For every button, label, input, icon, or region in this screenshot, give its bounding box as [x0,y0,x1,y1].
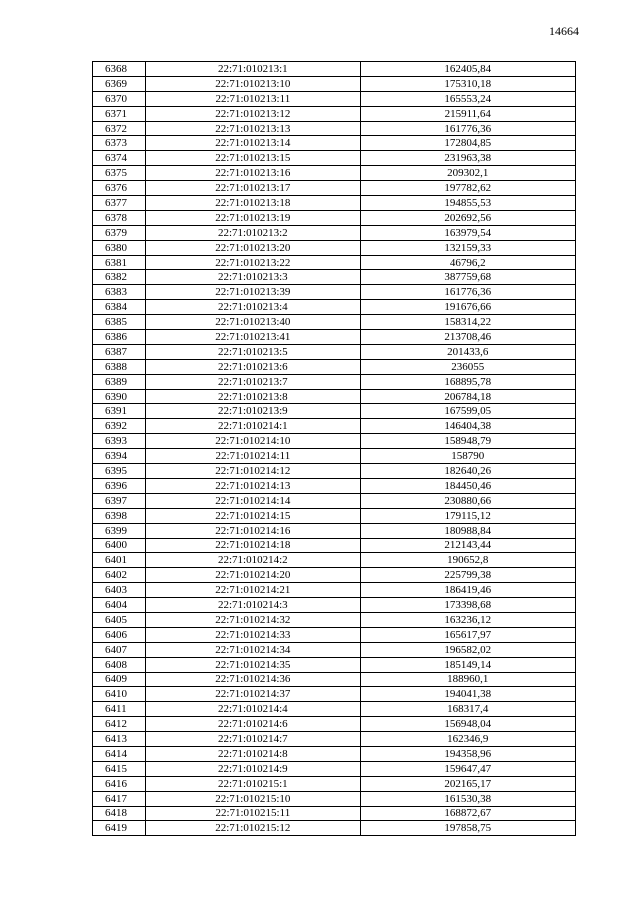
table-row [93,344,576,359]
row-number-cell: 6411 [93,702,146,717]
row-number-cell: 6370 [93,91,146,106]
row-number-cell: 6376 [93,181,146,196]
row-number-cell: 6377 [93,196,146,211]
cadastral-number-cell: 22:71:010214:13 [146,478,360,493]
row-number-cell: 6368 [93,62,146,77]
cadastral-number-cell: 22:71:010213:10 [146,76,360,91]
value-cell: 175310,18 [360,76,575,91]
value-cell: 191676,66 [360,300,575,315]
row-number-cell: 6379 [93,225,146,240]
table-row [93,389,576,404]
cadastral-number-cell: 22:71:010214:12 [146,464,360,479]
table-row [93,806,576,821]
table-row [93,62,576,77]
cadastral-number-cell: 22:71:010213:6 [146,359,360,374]
row-number-cell: 6407 [93,642,146,657]
value-cell: 162346,9 [360,732,575,747]
table-row [93,151,576,166]
table-row [93,523,576,538]
cadastral-number-cell: 22:71:010214:18 [146,538,360,553]
cadastral-number-cell: 22:71:010214:10 [146,434,360,449]
cadastral-number-cell: 22:71:010214:9 [146,761,360,776]
table-row [93,776,576,791]
cadastral-number-cell: 22:71:010213:14 [146,136,360,151]
value-cell: 172804,85 [360,136,575,151]
table-row [93,121,576,136]
cadastral-number-cell: 22:71:010214:33 [146,627,360,642]
cadastral-number-cell: 22:71:010213:8 [146,389,360,404]
table-row [93,672,576,687]
row-number-cell: 6417 [93,791,146,806]
table-row [93,181,576,196]
cadastral-number-cell: 22:71:010215:1 [146,776,360,791]
value-cell: 168895,78 [360,374,575,389]
value-cell: 188960,1 [360,672,575,687]
row-number-cell: 6386 [93,330,146,345]
row-number-cell: 6396 [93,478,146,493]
row-number-cell: 6403 [93,583,146,598]
cadastral-number-cell: 22:71:010213:41 [146,330,360,345]
table-row [93,553,576,568]
value-cell: 225799,38 [360,568,575,583]
row-number-cell: 6401 [93,553,146,568]
row-number-cell: 6382 [93,270,146,285]
cadastral-number-cell: 22:71:010214:35 [146,657,360,672]
row-number-cell: 6384 [93,300,146,315]
row-number-cell: 6387 [93,344,146,359]
row-number-cell: 6391 [93,404,146,419]
row-number-cell: 6389 [93,374,146,389]
value-cell: 213708,46 [360,330,575,345]
value-cell: 387759,68 [360,270,575,285]
value-cell: 202165,17 [360,776,575,791]
row-number-cell: 6378 [93,210,146,225]
table-row [93,359,576,374]
cadastral-number-cell: 22:71:010213:13 [146,121,360,136]
table-row [93,76,576,91]
table-body [93,62,576,836]
value-cell: 185149,14 [360,657,575,672]
cadastral-number-cell: 22:71:010215:11 [146,806,360,821]
row-number-cell: 6390 [93,389,146,404]
value-cell: 215911,64 [360,106,575,121]
row-number-cell: 6374 [93,151,146,166]
value-cell: 184450,46 [360,478,575,493]
cadastral-number-cell: 22:71:010214:6 [146,717,360,732]
value-cell: 156948,04 [360,717,575,732]
row-number-cell: 6398 [93,508,146,523]
cadastral-number-cell: 22:71:010213:9 [146,404,360,419]
table-row [93,419,576,434]
row-number-cell: 6369 [93,76,146,91]
row-number-cell: 6399 [93,523,146,538]
table-row [93,404,576,419]
cadastral-number-cell: 22:71:010213:11 [146,91,360,106]
value-cell: 197858,75 [360,821,575,836]
value-cell: 158948,79 [360,434,575,449]
cadastral-number-cell: 22:71:010214:37 [146,687,360,702]
table-row [93,791,576,806]
value-cell: 212143,44 [360,538,575,553]
table-row [93,687,576,702]
value-cell: 167599,05 [360,404,575,419]
cadastral-number-cell: 22:71:010213:18 [146,196,360,211]
value-cell: 168872,67 [360,806,575,821]
table-row [93,702,576,717]
cadastral-number-cell: 22:71:010213:20 [146,240,360,255]
cadastral-number-cell: 22:71:010215:10 [146,791,360,806]
row-number-cell: 6414 [93,746,146,761]
row-number-cell: 6402 [93,568,146,583]
table-row [93,583,576,598]
cadastral-number-cell: 22:71:010214:2 [146,553,360,568]
value-cell: 186419,46 [360,583,575,598]
value-cell: 163979,54 [360,225,575,240]
cadastral-number-cell: 22:71:010214:20 [146,568,360,583]
table-row [93,598,576,613]
value-cell: 158790 [360,449,575,464]
row-number-cell: 6415 [93,761,146,776]
table-row [93,166,576,181]
table-row [93,508,576,523]
table-row [93,225,576,240]
row-number-cell: 6395 [93,464,146,479]
table-row [93,240,576,255]
table-row [93,627,576,642]
table-row [93,821,576,836]
value-cell: 209302,1 [360,166,575,181]
table-row [93,642,576,657]
row-number-cell: 6385 [93,315,146,330]
cadastral-number-cell: 22:71:010213:19 [146,210,360,225]
row-number-cell: 6413 [93,732,146,747]
table-row [93,478,576,493]
row-number-cell: 6405 [93,612,146,627]
row-number-cell: 6410 [93,687,146,702]
row-number-cell: 6393 [93,434,146,449]
value-cell: 194855,53 [360,196,575,211]
cadastral-number-cell: 22:71:010213:1 [146,62,360,77]
value-cell: 202692,56 [360,210,575,225]
cadastral-number-cell: 22:71:010214:11 [146,449,360,464]
data-table [92,61,576,836]
value-cell: 197782,62 [360,181,575,196]
cadastral-number-cell: 22:71:010213:5 [146,344,360,359]
cadastral-number-cell: 22:71:010213:15 [146,151,360,166]
table-row [93,657,576,672]
value-cell: 194358,96 [360,746,575,761]
table-row [93,255,576,270]
row-number-cell: 6394 [93,449,146,464]
value-cell: 132159,33 [360,240,575,255]
row-number-cell: 6372 [93,121,146,136]
cadastral-number-cell: 22:71:010213:2 [146,225,360,240]
value-cell: 168317,4 [360,702,575,717]
cadastral-number-cell: 22:71:010214:32 [146,612,360,627]
value-cell: 161776,36 [360,121,575,136]
value-cell: 159647,47 [360,761,575,776]
cadastral-number-cell: 22:71:010213:17 [146,181,360,196]
row-number-cell: 6418 [93,806,146,821]
cadastral-number-cell: 22:71:010213:3 [146,270,360,285]
value-cell: 196582,02 [360,642,575,657]
value-cell: 231963,38 [360,151,575,166]
cadastral-number-cell: 22:71:010214:15 [146,508,360,523]
value-cell: 158314,22 [360,315,575,330]
row-number-cell: 6406 [93,627,146,642]
table-row [93,538,576,553]
table-row [93,91,576,106]
table-row [93,464,576,479]
row-number-cell: 6408 [93,657,146,672]
table-row [93,568,576,583]
value-cell: 194041,38 [360,687,575,702]
table-row [93,449,576,464]
cadastral-number-cell: 22:71:010214:4 [146,702,360,717]
table-row [93,300,576,315]
table-row [93,493,576,508]
row-number-cell: 6392 [93,419,146,434]
value-cell: 230880,66 [360,493,575,508]
cadastral-number-cell: 22:71:010214:1 [146,419,360,434]
cadastral-number-cell: 22:71:010214:21 [146,583,360,598]
cadastral-number-cell: 22:71:010214:7 [146,732,360,747]
value-cell: 182640,26 [360,464,575,479]
row-number-cell: 6375 [93,166,146,181]
row-number-cell: 6400 [93,538,146,553]
cadastral-number-cell: 22:71:010213:16 [146,166,360,181]
table-row [93,746,576,761]
row-number-cell: 6416 [93,776,146,791]
row-number-cell: 6373 [93,136,146,151]
table-row [93,285,576,300]
cadastral-number-cell: 22:71:010214:36 [146,672,360,687]
cadastral-number-cell: 22:71:010214:8 [146,746,360,761]
value-cell: 146404,38 [360,419,575,434]
cadastral-number-cell: 22:71:010213:4 [146,300,360,315]
value-cell: 206784,18 [360,389,575,404]
value-cell: 236055 [360,359,575,374]
value-cell: 163236,12 [360,612,575,627]
row-number-cell: 6412 [93,717,146,732]
value-cell: 179115,12 [360,508,575,523]
cadastral-number-cell: 22:71:010214:34 [146,642,360,657]
table-row [93,136,576,151]
value-cell: 162405,84 [360,62,575,77]
table-row [93,330,576,345]
cadastral-number-cell: 22:71:010214:16 [146,523,360,538]
table-row [93,434,576,449]
table-row [93,717,576,732]
row-number-cell: 6404 [93,598,146,613]
value-cell: 165617,97 [360,627,575,642]
table-row [93,196,576,211]
table-row [93,210,576,225]
table-row [93,270,576,285]
row-number-cell: 6380 [93,240,146,255]
table-row [93,106,576,121]
cadastral-number-cell: 22:71:010213:22 [146,255,360,270]
row-number-cell: 6388 [93,359,146,374]
row-number-cell: 6419 [93,821,146,836]
value-cell: 180988,84 [360,523,575,538]
cadastral-number-cell: 22:71:010214:3 [146,598,360,613]
value-cell: 201433,6 [360,344,575,359]
cadastral-number-cell: 22:71:010213:40 [146,315,360,330]
value-cell: 46796,2 [360,255,575,270]
value-cell: 165553,24 [360,91,575,106]
row-number-cell: 6409 [93,672,146,687]
table-row [93,732,576,747]
value-cell: 161776,36 [360,285,575,300]
row-number-cell: 6371 [93,106,146,121]
value-cell: 173398,68 [360,598,575,613]
row-number-cell: 6383 [93,285,146,300]
cadastral-number-cell: 22:71:010213:39 [146,285,360,300]
table-row [93,315,576,330]
row-number-cell: 6397 [93,493,146,508]
cadastral-number-cell: 22:71:010214:14 [146,493,360,508]
table-row [93,374,576,389]
page-number: 14664 [549,24,579,38]
value-cell: 190652,8 [360,553,575,568]
cadastral-number-cell: 22:71:010213:12 [146,106,360,121]
cadastral-number-cell: 22:71:010215:12 [146,821,360,836]
table-row [93,612,576,627]
row-number-cell: 6381 [93,255,146,270]
table-row [93,761,576,776]
value-cell: 161530,38 [360,791,575,806]
cadastral-number-cell: 22:71:010213:7 [146,374,360,389]
